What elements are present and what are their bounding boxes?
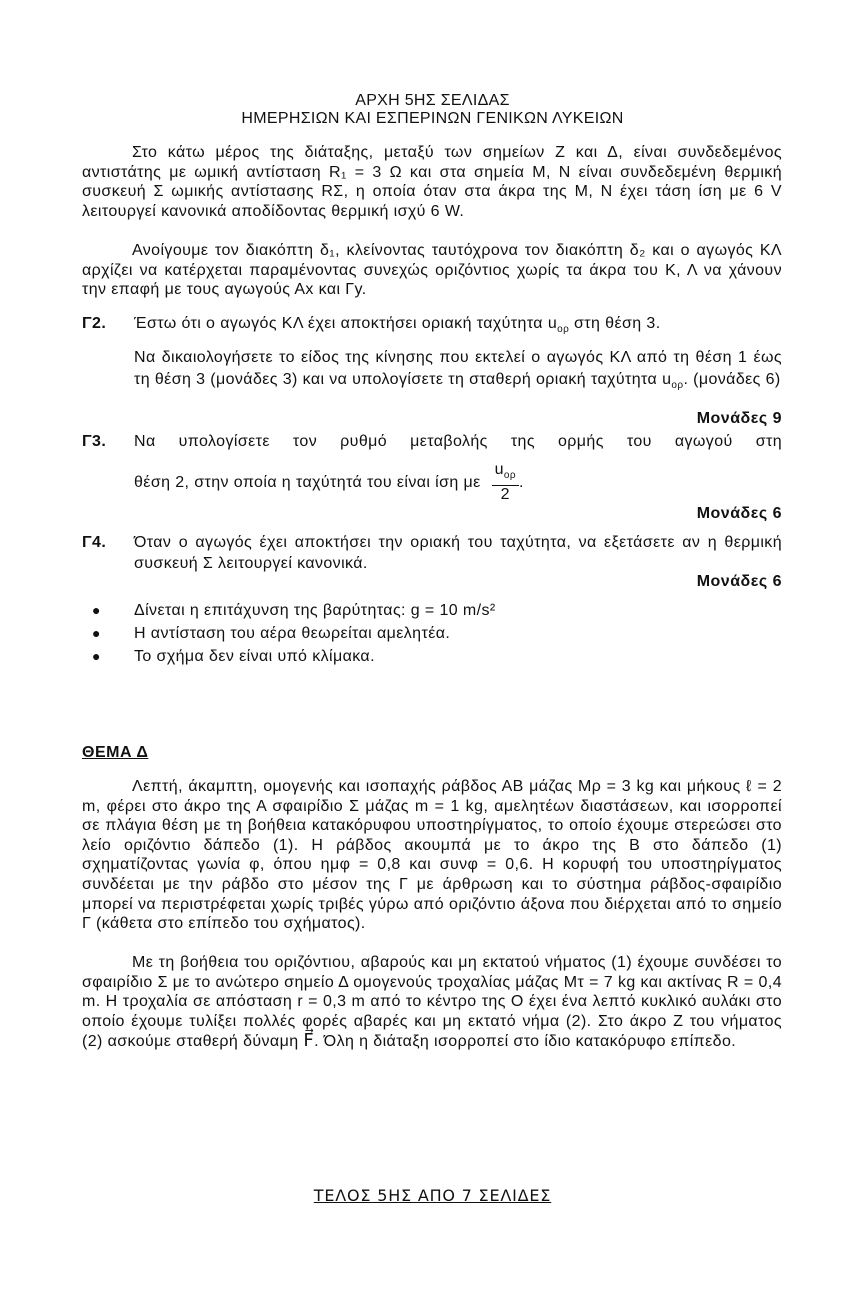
- bullet-icon: ●: [92, 625, 101, 641]
- page-header-line1: ΑΡΧΗ 5ΗΣ ΣΕΛΙΔΑΣ: [355, 92, 510, 109]
- velocity-symbol: $u_{o\rho}$: [547, 315, 570, 336]
- question-line1: Να υπολογίσετε τον ρυθμό μεταβολής της ορμής του αγωγού στη: [134, 433, 782, 450]
- question-g3: [82, 431, 782, 504]
- question-g4: [82, 532, 782, 576]
- question-text: [134, 313, 782, 397]
- question-line2: θέση 2, στην οποία η ταχύτητά του είναι ίση με: [134, 473, 486, 491]
- marks-g2: Μονάδες 9: [696, 410, 782, 427]
- bullet-icon: ●: [92, 648, 101, 664]
- velocity-fraction: $\frac{u_{o\rho}}{2}$: [492, 461, 519, 504]
- marks-g4: Μονάδες 6: [696, 573, 782, 590]
- exam-page: ΑΡΧΗ 5ΗΣ ΣΕΛΙΔΑΣ ΗΜΕΡΗΣΙΩΝ ΚΑΙ ΕΣΠΕΡΙΝΩΝ ΓΕΝΙΚΩΝ ΛΥΚΕΙΩΝ Στο κάτω μέρος της διάταξης, μεταξύ των σημείων Ζ και Δ, είναι συνδεδεμένος αντιστάτης με ωμική αντίσταση R₁ = 3 Ω και στα σημεία Μ, Ν είναι συνδεδεμένη θερμική συσκευή Σ ωμικής αντίστασης RΣ, η οποία όταν στα άκρα της Μ, Ν έχει τάση ίση με 6 V λειτουργεί κανονικά αποδίδοντας θερμική ισχύ 6 W. Ανοίγουμε τον διακόπτη δ₁, κλείνοντας ταυτόχρονα τον διακόπτη δ₂ και ο αγωγός ΚΛ αρχίζει να κατέρχεται παραμένοντας συνεχώς οριζόντιος χωρίς τα άκρα του Κ, Λ να χάνουν την επαφή με τους αγωγούς Αx και Γy. Γ2. Έστω ότι ο αγωγός ΚΛ έχει αποκτήσει οριακή ταχύτητα $u_{o\rho}$ στη θέση 3. Να δικαιολογήσετε το είδος της κίνησης που εκτελεί ο αγωγός ΚΛ από τη θέση 1 έως τη θέση 3 (μονάδες 3) και να υπολογίσετε τη σταθερή οριακή ταχύτητα $u_{o\rho}$. (μονάδες 6) Μονάδες 9 Γ3. Να υπολογίσετε τον ρυθμό μεταβολής της ορμής του αγωγού στη θέση 2, στην οποία η ταχύτητά του είναι ίση με $\frac{u_{o\rho}}{2}$ . Μονάδες 6 Γ4. Όταν ο αγωγός έχει αποκτήσει την οριακή του ταχύτητα, να εξετάσετε αν η θερμική συσκευή Σ λειτουργεί κανονικά. Μονάδες 6 ● Δίνεται η επιτάχυνση της βαρύτητας: g = 10 m/s² ● Η αντίσταση του αέρα θεωρείται αμελητέα. ● Το σχήμα δεν είναι υπό κλίμακα. ΘΕΜΑ Δ Λεπτή, άκαμπτη, ομογενής και ισοπαχής ράβδος ΑΒ μάζας Μρ = 3 kg και μήκους ℓ = 2 m, φέρει στο άκρο της Α σφαιρίδιο Σ μάζας m = 1 kg, αμελητέων διαστάσεων, και ισορροπεί σε πλάγια θέση με τη βοήθεια κατακόρυφου υποστηρίγματος, το οποίο έχουμε στερεώσει στο λείο οριζόντιο δάπεδο (1). Η ράβδος ακουμπά με το άκρο της Β στο δάπεδο (1) σχηματίζοντας γωνία φ, όπου ημφ = 0,8 και συνφ = 0,6. Η κορυφή του υποστηρίγματος συνδέεται με την ράβδο στο μέσον της Γ με άρθρωση και το σύστημα ράβδος-σφαιρίδιο μπορεί να περιστρέφεται χωρίς τριβές γύρω από οριζόντιο άξονα που διέρχεται από το σημείο Γ (κάθετα στο επίπεδο του σχήματος). Με τη βοήθεια του οριζόντιου, αβαρούς και μη εκτατού νήματος (1) έχουμε συνδέσει το σφαιρίδιο Σ με το ανώτερο σημείο Δ ομογενούς τροχαλίας μάζας Μτ = 7 kg και ακτίνας R = 0,4 m. Η τροχαλία σε απόσταση r = 0,3 m από το κέντρο της Ο έχει ένα λεπτό κυκλικό αυλάκι στο οποίο έχουμε τυλίξει πολλές φορές αβαρές και μη εκτατό νήμα (2). Στο άκρο Ζ του νήματος (2) ασκούμε σταθερή δύναμη F⃗. Όλη η διάταξη ισορροπεί στο ίδιο κατακόρυφο επίπεδο. ΤΕΛΟΣ 5ΗΣ ΑΠΟ 7 ΣΕΛΙΔΕΣ: [0, 0, 865, 1297]
- question-text: Όταν ο αγωγός έχει αποκτήσει την οριακή του ταχύτητα, να εξετάσετε αν η θερμική συσκευή Σ λειτουργεί κανονικά.: [134, 534, 782, 572]
- question-number: Γ4.: [82, 534, 107, 551]
- force-symbol: F⃗: [303, 1030, 315, 1051]
- question-number: Γ3.: [82, 433, 107, 450]
- question-line2-end: . (μονάδες 6): [683, 371, 781, 389]
- question-text: Να υπολογίσετε τον ρυθμό μεταβολής της ορμής του αγωγού στη θέση 2, στην οποία η ταχύτητά του είναι ίση με $\frac{u_{o\rho}}{2}$ .: [134, 433, 782, 504]
- page-header-line2: ΗΜΕΡΗΣΙΩΝ ΚΑΙ ΕΣΠΕΡΙΝΩΝ ΓΕΝΙΚΩΝ ΛΥΚΕΙΩΝ: [241, 110, 624, 127]
- question-number: Γ2.: [82, 315, 107, 332]
- section-title-theme-d: ΘΕΜΑ Δ: [82, 744, 149, 761]
- marks-g3: Μονάδες 6: [696, 505, 782, 522]
- velocity-symbol: $u_{o\rho}$: [662, 371, 684, 392]
- theme-d-paragraph-2: Με τη βοήθεια του οριζόντιου, αβαρούς και μη εκτατού νήματος (1) έχουμε συνδέσει το σφαιρίδιο Σ με το ανώτερο σημείο Δ ομογενούς τροχαλίας μάζας Μτ = 7 kg και ακτίνας R = 0,4 m. Η τροχαλία σε απόσταση r = 0,3 m από το κέντρο της Ο έχει ένα λεπτό κυκλικό αυλάκι στο οποίο έχουμε τυλίξει πολλές φορές αβαρές και μη εκτατό νήμα (2). Στο άκρο Ζ του νήματος (2) ασκούμε σταθερή δύναμη F⃗. Όλη η διάταξη ισορροπεί στο ίδιο κατακόρυφο επίπεδο.: [82, 954, 782, 1051]
- question-line2: Να δικαιολογήσετε το είδος της κίνησης που εκτελεί ο αγωγός ΚΛ από τη θέση 1 έως τη θέση 3 (μονάδες 3) και να υπολογίσετε τη σταθερή οριακή ταχύτητα: [134, 349, 782, 389]
- question-line1: Έστω ότι ο αγωγός ΚΛ έχει αποκτήσει οριακή ταχύτητα: [134, 315, 548, 332]
- question-line1-end: στη θέση 3.: [569, 315, 661, 332]
- theme-d-paragraph-1: Λεπτή, άκαμπτη, ομογενής και ισοπαχής ράβδος ΑΒ μάζας Μρ = 3 kg και μήκους ℓ = 2 m, φέρει στο άκρο της Α σφαιρίδιο Σ μάζας m = 1 kg, αμελητέων διαστάσεων, και ισορροπεί σε πλάγια θέση με τη βοήθεια κατακόρυφου υποστηρίγματος, το οποίο έχουμε στερεώσει στο λείο οριζόντιο δάπεδο (1). Η ράβδος ακουμπά με το άκρο της Β στο δάπεδο (1) σχηματίζοντας γωνία φ, όπου ημφ = 0,8 και συνφ = 0,6. Η κορυφή του υποστηρίγματος συνδέεται με την ράβδο στο μέσον της Γ με άρθρωση και το σύστημα ράβδος-σφαιρίδιο μπορεί να περιστρέφεται χωρίς τριβές γύρω από οριζόντιο άξονα που διέρχεται από το σημείο Γ (κάθετα στο επίπεδο του σχήματος).: [82, 778, 782, 933]
- bullet-icon: ●: [92, 602, 101, 618]
- question-g2: [82, 313, 782, 403]
- page-footer: ΤΕΛΟΣ 5ΗΣ ΑΠΟ 7 ΣΕΛΙΔΕΣ: [313, 1186, 552, 1205]
- intro-paragraph-1: Στο κάτω μέρος της διάταξης, μεταξύ των σημείων Ζ και Δ, είναι συνδεδεμένος αντιστάτης με ωμική αντίσταση R₁ = 3 Ω και στα σημεία Μ, Ν είναι συνδεδεμένη θερμική συσκευή Σ ωμικής αντίστασης RΣ, η οποία όταν στα άκρα της Μ, Ν έχει τάση ίση με 6 V λειτουργεί κανονικά αποδίδοντας θερμική ισχύ 6 W.: [82, 144, 782, 220]
- intro-paragraph-2: Ανοίγουμε τον διακόπτη δ₁, κλείνοντας ταυτόχρονα τον διακόπτη δ₂ και ο αγωγός ΚΛ αρχίζει να κατέρχεται παραμένοντας συνεχώς οριζόντιος χωρίς τα άκρα του Κ, Λ να χάνουν την επαφή με τους αγωγούς Αx και Γy.: [82, 242, 782, 299]
